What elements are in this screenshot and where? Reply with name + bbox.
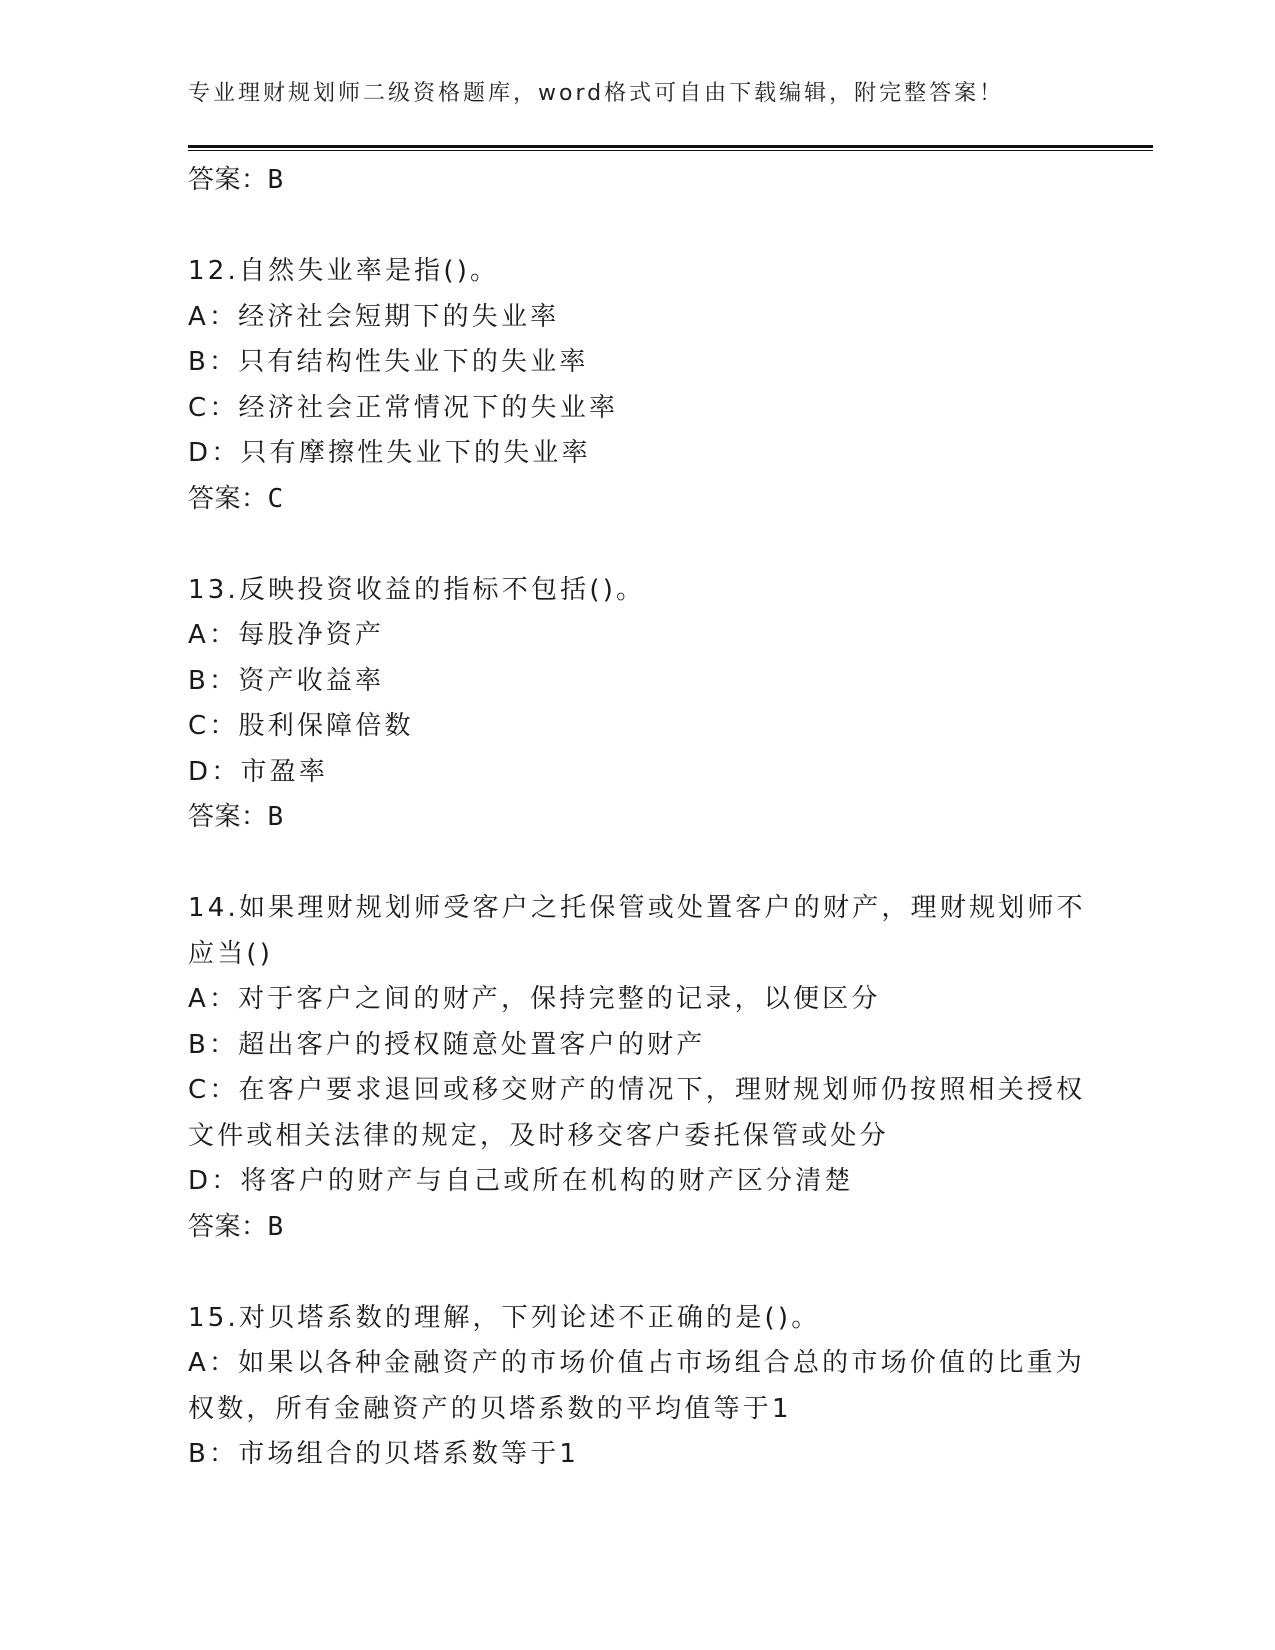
question-13-stem: 13.反映投资收益的指标不包括()。: [188, 574, 646, 605]
answer-value: B: [267, 1211, 284, 1242]
question-list: [188, 158, 1088, 1478]
question-13-option-a: A：每股净资产: [188, 620, 385, 650]
question-14-option-d: D：将客户的财产与自己或所在机构的财产区分清楚: [188, 1166, 854, 1196]
answer-line: [188, 795, 1088, 841]
question-14-stem-line-2: 应当(): [188, 938, 274, 969]
question-14-option-a: A：对于客户之间的财产，保持完整的记录，以便区分: [188, 984, 881, 1014]
question-13-option-d: D：市盈率: [188, 756, 329, 787]
question-13-option-c: C：股利保障倍数: [188, 711, 414, 741]
answer-label: 答案：: [188, 483, 268, 514]
question-12-option-c: C：经济社会正常情况下的失业率: [188, 392, 619, 423]
question-14-option-c-line-1: C：在客户要求退回或移交财产的情况下，理财规划师仍按照相关授权: [188, 1075, 1086, 1105]
question-14-stem-line-1: 14.如果理财规划师受客户之托保管或处置客户的财产，理财规划师不: [188, 893, 1086, 923]
answer-label: 答案：: [188, 165, 268, 195]
header-rule-thick: [188, 145, 1153, 148]
question-14-option-c-line-2: 文件或相关法律的规定，及时移交客户委托保管或处分: [188, 1120, 889, 1151]
question-12-option-b: B：只有结构性失业下的失业率: [188, 347, 589, 377]
spacer: [188, 522, 1088, 568]
answer-value: C: [267, 483, 284, 514]
header-rule-thin: [188, 150, 1153, 151]
page-header: 专业理财规划师二级资格题库，word格式可自由下载编辑，附完整答案！: [188, 81, 1005, 106]
answer-label: 答案：: [188, 802, 268, 832]
question-13-option-b: B：资产收益率: [188, 665, 385, 696]
answer-line: [188, 1205, 1088, 1251]
question-15-stem: 15.对贝塔系数的理解，下列论述不正确的是()。: [188, 1302, 821, 1333]
answer-value: B: [267, 165, 284, 195]
answer-line: [188, 477, 1088, 523]
question-12-option-d: D：只有摩擦性失业下的失业率: [188, 438, 591, 468]
question-15-option-a-line-2: 权数，所有金融资产的贝塔系数的平均值等于1: [188, 1393, 792, 1424]
answer-value: B: [267, 802, 284, 832]
question-12-stem: 12.自然失业率是指()。: [188, 256, 500, 286]
answer-line: [188, 158, 1088, 204]
spacer: [188, 1250, 1088, 1296]
question-14-option-b: B：超出客户的授权随意处置客户的财产: [188, 1029, 706, 1060]
answer-label: 答案：: [188, 1211, 268, 1242]
question-15-option-b: B：市场组合的贝塔系数等于1: [188, 1439, 580, 1469]
spacer: [188, 204, 1088, 250]
question-12-option-a: A：经济社会短期下的失业率: [188, 301, 560, 332]
question-15-option-a-line-1: A：如果以各种金融资产的市场价值占市场组合总的市场价值的比重为: [188, 1348, 1085, 1378]
spacer: [188, 841, 1088, 887]
